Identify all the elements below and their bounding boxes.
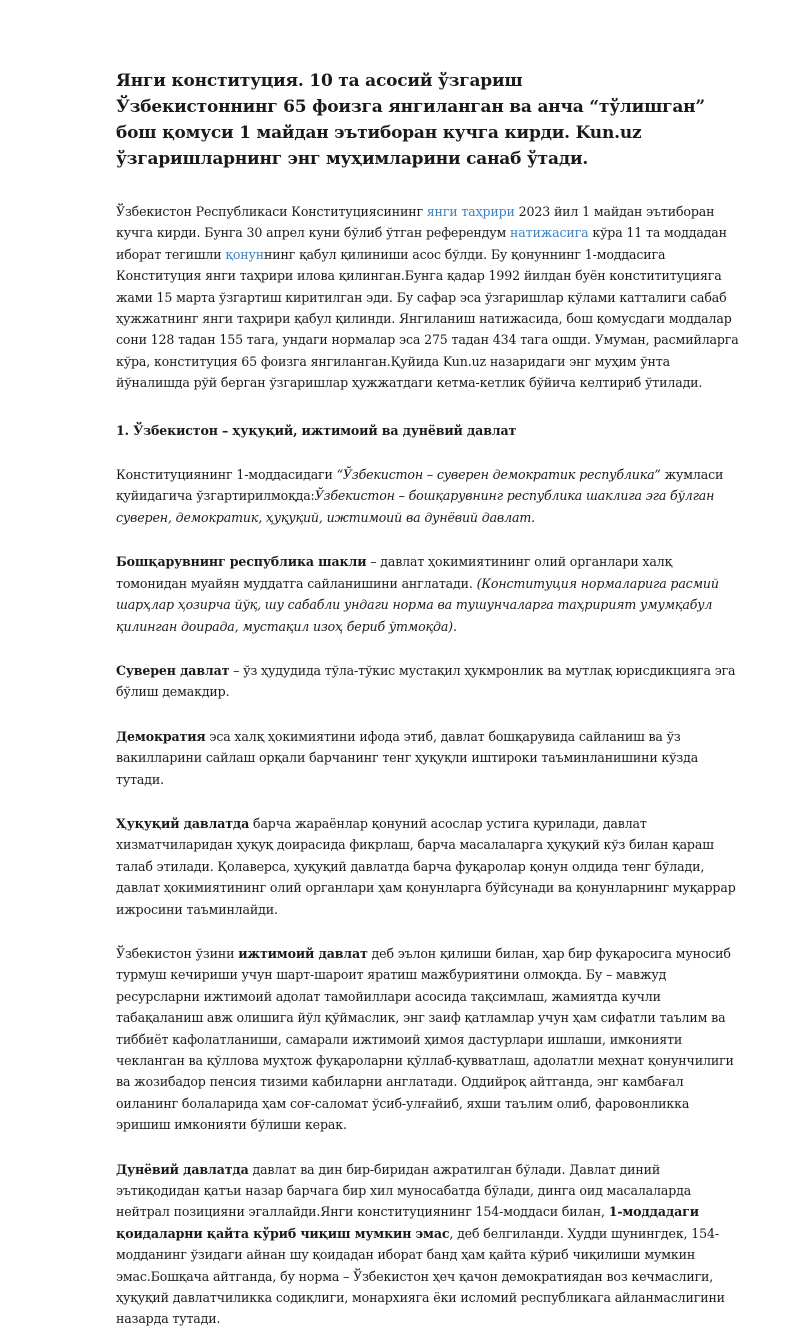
paragraph-text: давлат ва дин бир-биридан ажратилган бўлади. Давлат диний эътиқодидан қатъи назар барчага бир хил муносабатда бўлади, динга оид масалаларда нейтрал позицияни эгаллайди.Янги конституциянинг 154-моддаси билан, [116, 1161, 692, 1220]
new-edition-link[interactable]: янги таҳрири [426, 204, 515, 219]
term-bold: 1-моддадаги қоидаларни қайта кўриб чиқиш мумкин эмас [116, 1204, 699, 1241]
paragraph-text: деб эълон қилиши билан, ҳар бир фуқаросига муносиб турмуш кечириши учун шарт-шароит яратиш мажбуриятини олмоқда. Бу – мавжуд ресурсларни ижтимоий адолат тамойиллари асосида тақсимлаш, жамиятда кучли табақаланиш авж олишига йўл қўймаслик, энг заиф қатламлар учун ҳам сифатли таълим ва тиббиёт кафолатланиши, самарали ижтимоий ҳимоя дастурлари ишлаши, имконияти чекланган ва қўллова муҳтож фуқароларни қўллаб-қувватлаш, адолатли меҳнат қонунчилиги ва жозибадор пенсия тизими кабиларни англатади. Оддийроқ айтганда, энг камбағал оиланинг болаларида ҳам соғ-саломат ўсиб-улғайиб, яхши таълим олиб, фаровонликка эришиш имконияти бўлиши керак. [116, 945, 734, 1133]
quoted-text: Ўзбекистон – бошқарувнинг республика шаклига эга бўлган суверен, демократик, ҳуқуқий, ижтимоий ва дунёвий давлат. [116, 488, 715, 525]
intro-text: 2023 йил 1 майдан эътиборан кучга кирди. Бунга 30 апрел куни бўлиб ўтган референдум [116, 204, 715, 241]
intro-paragraph [116, 201, 744, 394]
editorial-note: (Конституция нормаларига расмий шарҳлар ҳозирча йўқ, шу сабабли ундаги норма ва тушунчаларга таҳририят умумқабул қилинган доирада, мустақил изоҳ бериб ўтмоқда). [116, 575, 719, 634]
paragraph-text: барча жараёнлар қонуний асослар устига қурилади, давлат хизматчиларидан ҳуқуқ доирасида фикрлаш, барча масалаларга ҳуқуқий кўз билан қараш талаб этилади. Қолаверса, ҳуқуқий давлатда барча фуқаролар қонун олдида тенг бўлади, давлат ҳокимиятининг олий органлари ҳам қонунларга бўйсунади ва қонунларнинг муқаррар ижросини таъминлайди. [116, 815, 736, 917]
article-title-line2: Ўзбекистоннинг 65 фоизга янгиланган ва анча “тўлишган” бош қомуси 1 майдан эътиборан кучга кирди. Kun.uz ўзгаришларнинг энг муҳимларини санаб ўтади. [116, 97, 705, 169]
paragraph-legal-state [116, 813, 744, 920]
paragraph-secular-state [116, 1159, 744, 1330]
term-bold: Демократия [116, 728, 206, 744]
paragraph-republic-form [116, 551, 744, 637]
paragraph-article-1 [116, 464, 744, 528]
quoted-text: “Ўзбекистон – суверен демократик республика” [336, 467, 661, 483]
section-heading: 1. Ўзбекистон – ҳуқуқий, ижтимоий ва дунёвий давлат [116, 422, 517, 438]
paragraph-text: эса халқ ҳокимиятини ифода этиб, давлат бошқарувида сайланиш ва ўз вакилларини сайлаш орқали барчанинг тенг ҳуқуқли иштироки таъминланишини кўзда тутади. [116, 728, 699, 787]
term-bold: Бошқарувнинг республика шакли [116, 554, 367, 570]
term-bold: Ҳуқуқий давлатда [116, 815, 250, 831]
intro-text: Ўзбекистон Республикаси Конституциясининг [116, 204, 427, 219]
paragraph-text: – давлат ҳокимиятининг олий органлари халқ томонидан муайян муддатга сайланишини англатади. [116, 554, 673, 591]
term-bold: Дунёвий давлатда [116, 1161, 249, 1177]
paragraph-sovereign-state [116, 660, 744, 703]
referendum-results-link[interactable]: натижасига [510, 225, 589, 241]
paragraph-text: Ўзбекистон ўзини [116, 945, 239, 961]
intro-text: кўра 11 та моддадан иборат тегишли [116, 225, 727, 262]
paragraph-text: жумласи қуйидагича ўзгартирилмоқда: [116, 467, 724, 504]
article-title [116, 68, 744, 172]
paragraph-social-state [116, 943, 744, 1136]
paragraph-text: Конституциянинг 1-моддасидаги [116, 467, 337, 483]
paragraph-democracy [116, 726, 744, 790]
law-link[interactable]: қонун [225, 246, 265, 262]
term-bold: ижтимоий давлат [238, 945, 368, 961]
intro-text: нинг қабул қилиниши асос бўлди. Бу қонуннинг 1-моддасига Конституция янги таҳрири илова қилинган.Бунга қадар 1992 йилдан буён констититуцияга жами 15 марта ўзгартиш киритилган эди. Бу сафар эса ўзгаришлар кўлами катталиги сабаб ҳужжатнинг янги таҳрири қабул қилинди. Янгиланиш натижасида, бош қомусдаги моддалар сони 128 тадан 155 тага, ундаги нормалар эса 275 тадан 434 тага ошди. Умуман, расмийларга кўра, конституция 65 фоизга янгиланган.Қуйида Kun.uz назаридаги энг муҳим ўнта йўналишда рўй берган ўзгаришлар ҳужжатдаги кетма-кетлик бўйича келтириб ўтилади. [116, 246, 739, 391]
paragraph-text: , деб белгиланди. Худди шунингдек, 154-модданинг ўзидаги айнан шу қоидадан иборат банд ҳам қайта кўриб чиқилиши мумкин эмас.Бошқача айтганда, бу норма – Ўзбекистон ҳеч қачон демократиядан воз кечмаслиги, ҳуқуқий давлатчиликка содиқлиги, монархияга ёки исломий республикага айланмаслигини назарда тутади. [116, 1225, 725, 1327]
article-title-line1: Янги конституция. 10 та асосий ўзгариш [116, 71, 523, 91]
paragraph-text: – ўз ҳудудида тўла-тўкис мустақил ҳукмронлик ва мутлақ юрисдикцияга эга бўлиш демакдир. [116, 662, 736, 700]
term-bold: Суверен давлат [116, 662, 230, 678]
